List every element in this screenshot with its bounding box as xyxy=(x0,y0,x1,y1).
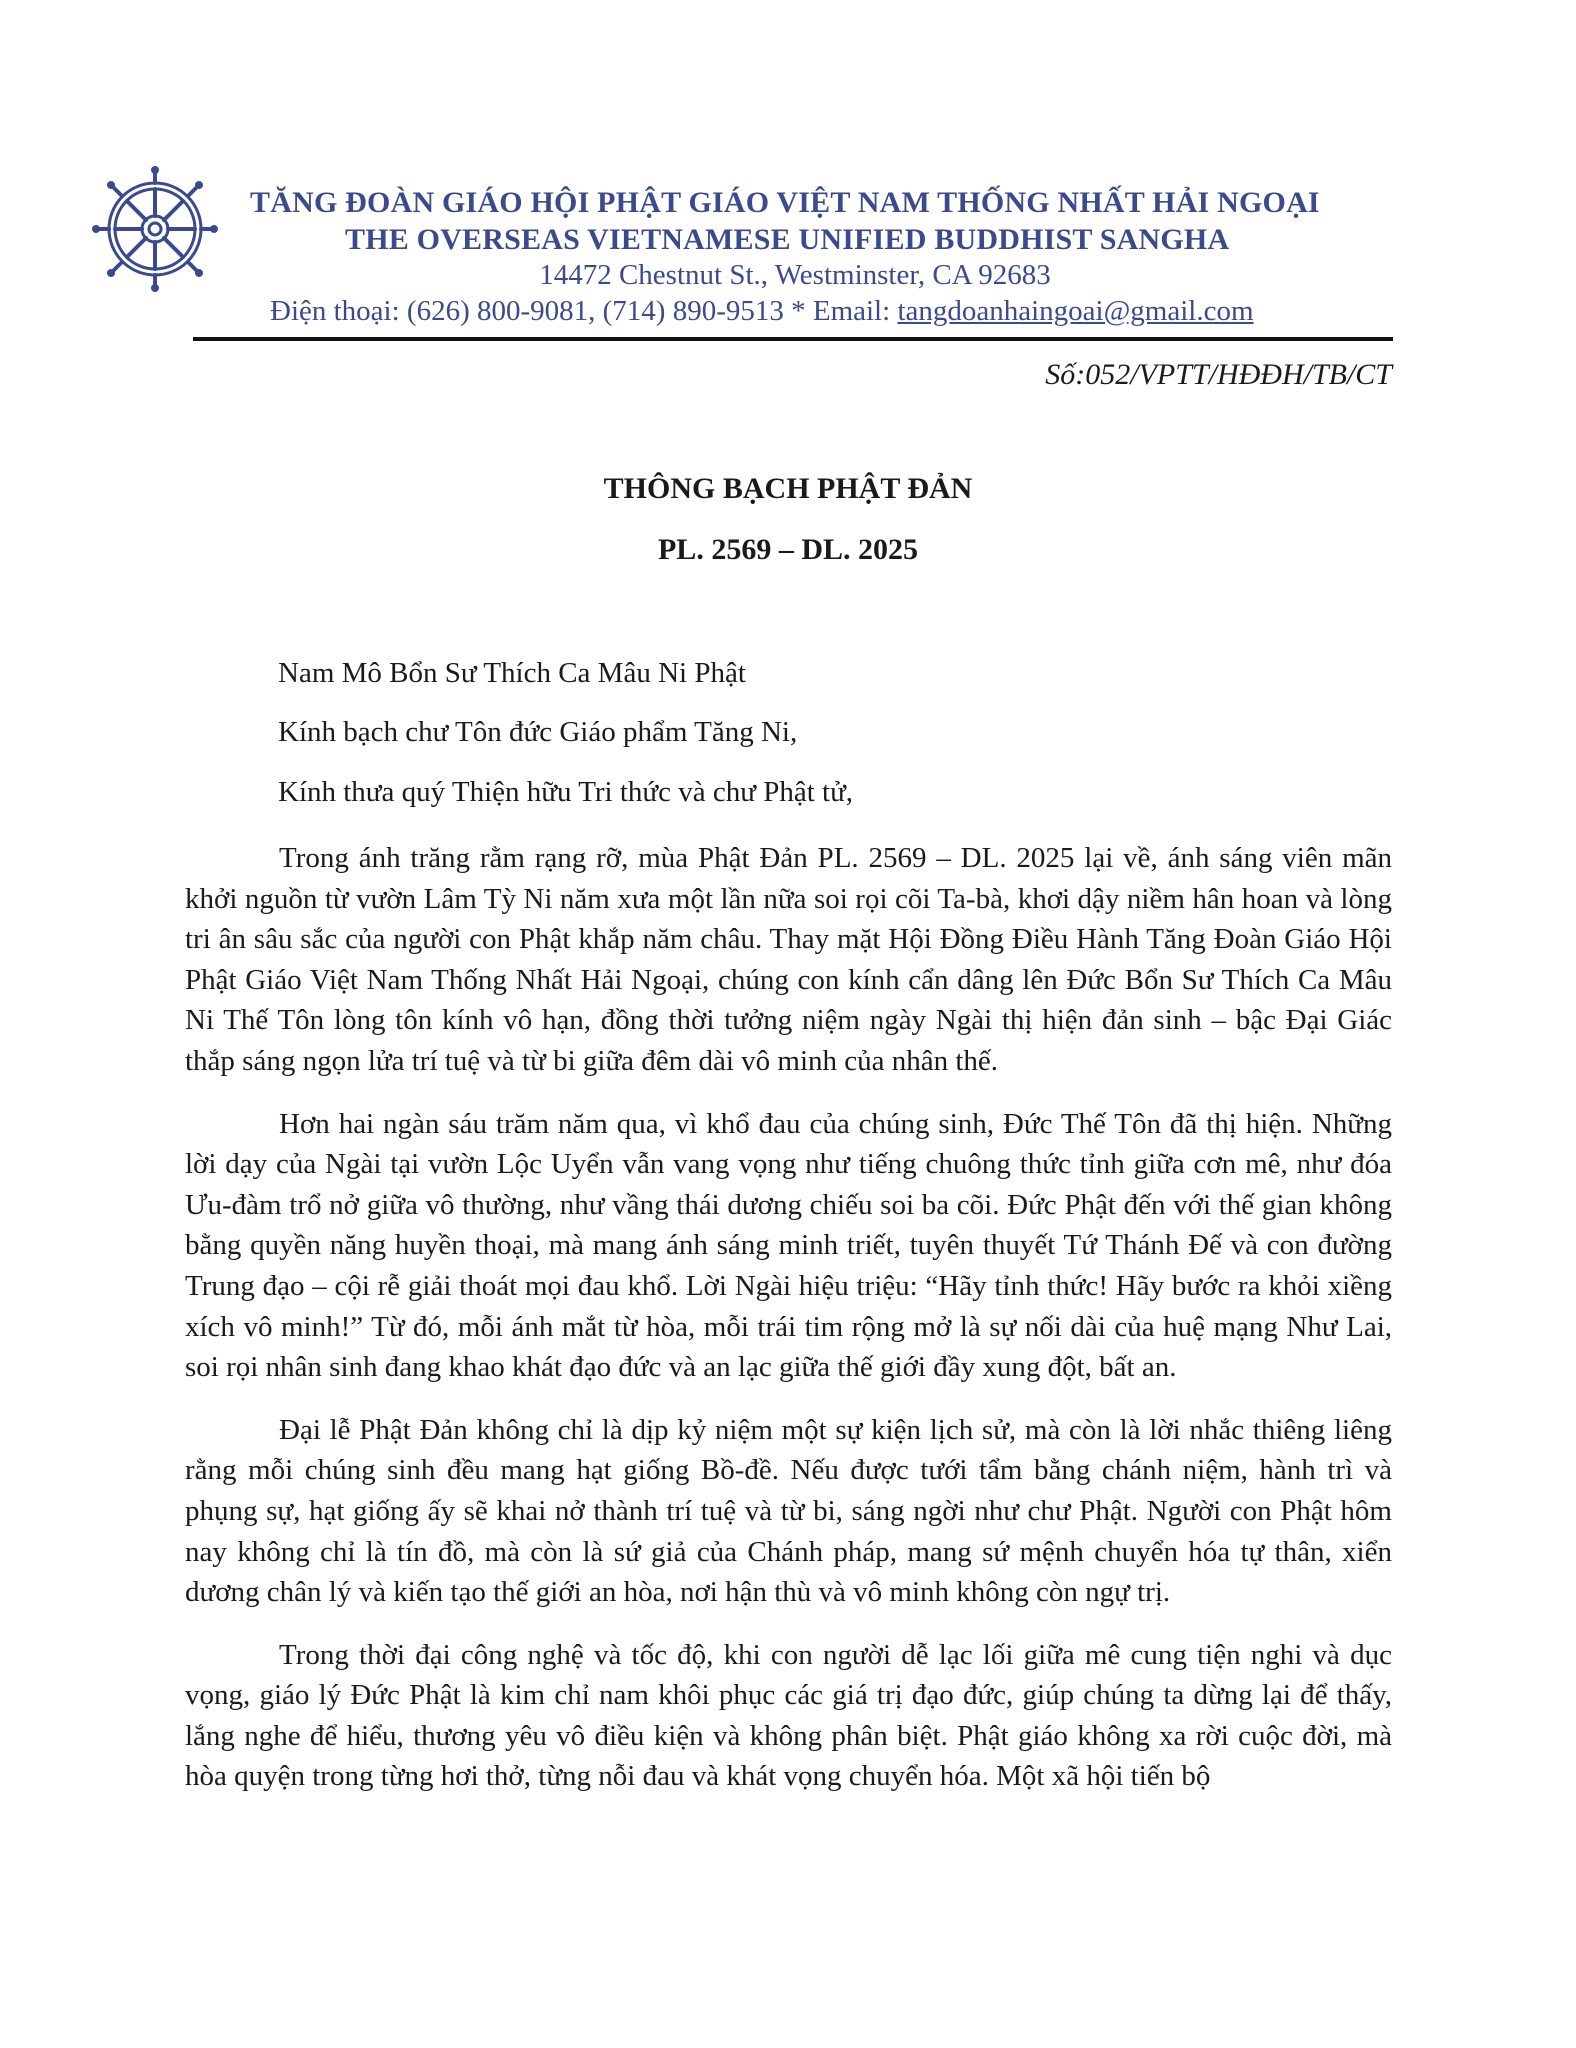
org-name-english: THE OVERSEAS VIETNAMESE UNIFIED BUDDHIST SANGHA xyxy=(345,223,1230,256)
contact-phones: Điện thoại: (626) 800-9081, (714) 890-9513 * Email: xyxy=(270,295,898,327)
salutation-line: Nam Mô Bổn Sư Thích Ca Mâu Ni Phật xyxy=(278,657,746,689)
org-contact xyxy=(270,295,1254,328)
body-paragraph: Trong thời đại công nghệ và tốc độ, khi con người dễ lạc lối giữa mê cung tiện nghi và dục vọng, giáo lý Đức Phật là kim chỉ nam khôi phục các giá trị đạo đức, giúp chúng ta dừng lại để thấy, lắng nghe để hiểu, thương yêu vô điều kiện và không phân biệt. Phật giáo không xa rời cuộc đời, mà hòa quyện trong từng hơi thở, từng nỗi đau và khát vọng chuyển hóa. Một xã hội tiến bộ xyxy=(185,1638,1392,1793)
document-body xyxy=(185,838,1392,1819)
body-paragraph: Trong ánh trăng rằm rạng rỡ, mùa Phật Đản PL. 2569 – DL. 2025 lại về, ánh sáng viên mãn khởi nguồn từ vườn Lâm Tỳ Ni năm xưa một lần nữa soi rọi cõi Ta-bà, khơi dậy niềm hân hoan và lòng tri ân sâu sắc của người con Phật khắp năm châu. Thay mặt Hội Đồng Điều Hành Tăng Đoàn Giáo Hội Phật Giáo Việt Nam Thống Nhất Hải Ngoại, chúng con kính cẩn dâng lên Đức Bổn Sư Thích Ca Mâu Ni Thế Tôn lòng tôn kính vô hạn, đồng thời tưởng niệm ngày Ngài thị hiện đản sinh – bậc Đại Giác thắp sáng ngọn lửa trí tuệ và từ bi giữa đêm dài vô minh của nhân thế. xyxy=(185,842,1392,1077)
org-address: 14472 Chestnut St., Westminster, CA 92683 xyxy=(539,259,1051,291)
email-link[interactable]: tangdoanhaingoai@gmail.com xyxy=(897,295,1254,327)
document-subtitle: PL. 2569 – DL. 2025 xyxy=(657,533,918,566)
document-title: THÔNG BẠCH PHẬT ĐẢN xyxy=(603,472,973,505)
salutation-line: Kính thưa quý Thiện hữu Tri thức và chư Phật tử, xyxy=(278,776,854,808)
org-name-vietnamese: TĂNG ĐOÀN GIÁO HỘI PHẬT GIÁO VIỆT NAM THỐNG NHẤT HẢI NGOẠI xyxy=(250,186,1320,219)
reference-number: Số:052/VPTT/HĐĐH/TB/CT xyxy=(1045,358,1392,391)
body-paragraph: Hơn hai ngàn sáu trăm năm qua, vì khổ đau của chúng sinh, Đức Thế Tôn đã thị hiện. Những lời dạy của Ngài tại vườn Lộc Uyển vẫn vang vọng như tiếng chuông thức tỉnh giữa cơn mê, như đóa Ưu-đàm trổ nở giữa vô thường, như vầng thái dương chiếu soi ba cõi. Đức Phật đến với thế gian không bằng quyền năng huyền thoại, mà mang ánh sáng minh triết, tuyên thuyết Tứ Thánh Đế và con đường Trung đạo – cội rễ giải thoát mọi đau khổ. Lời Ngài hiệu triệu: “Hãy tỉnh thức! Hãy bước ra khỏi xiềng xích vô minh!” Từ đó, mỗi ánh mắt từ hòa, mỗi trái tim rộng mở là sự nối dài của huệ mạng Như Lai, soi rọi nhân sinh đang khao khát đạo đức và an lạc giữa thế giới đầy xung đột, bất an. xyxy=(185,1107,1392,1384)
body-paragraph: Đại lễ Phật Đản không chỉ là dịp kỷ niệm một sự kiện lịch sử, mà còn là lời nhắc thiêng liêng rằng mỗi chúng sinh đều mang hạt giống Bồ-đề. Nếu được tưới tẩm bằng chánh niệm, hành trì và phụng sự, hạt giống ấy sẽ khai nở thành trí tuệ và từ bi, sáng ngời như chư Phật. Người con Phật hôm nay không chỉ là tín đồ, mà còn là sứ giả của Chánh pháp, mang sứ mệnh chuyển hóa tự thân, xiển dương chân lý và kiến tạo thế giới an hòa, nơi hận thù và vô minh không còn ngự trị. xyxy=(185,1413,1392,1609)
salutation-line: Kính bạch chư Tôn đức Giáo phẩm Tăng Ni, xyxy=(278,716,798,748)
letterhead-divider xyxy=(193,337,1393,341)
